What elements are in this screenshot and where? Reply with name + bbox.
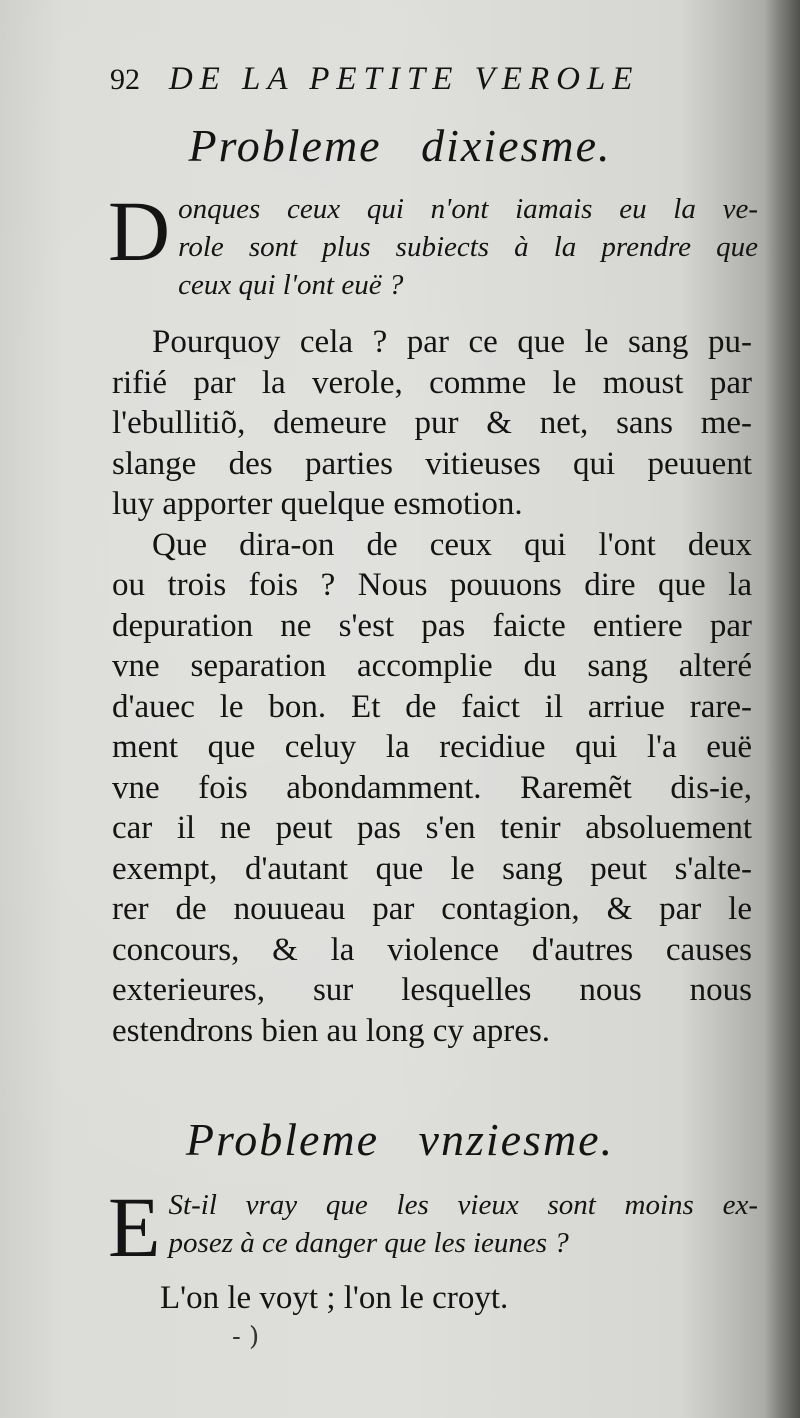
question-line: posez à ce danger que les ieunes ?	[168, 1227, 569, 1259]
page-gutter-shadow	[764, 0, 800, 1418]
text-line: vne fois abondamment. Raremẽt dis-ie,	[112, 769, 752, 806]
text-line: vne separation accomplie du sang alteré	[112, 648, 752, 684]
text-line: d'auec le bon. Et de faict il arriue rare-	[112, 688, 752, 725]
problem-10-dropcap: D	[108, 183, 171, 279]
question-line: ceux qui l'ont euë ?	[178, 269, 404, 301]
page-number: 92	[110, 63, 140, 96]
problem-11-title: Probleme vnziesme.	[185, 1114, 615, 1165]
text-line: ment que celuy la recidiue qui l'a euë	[112, 729, 752, 765]
footer-mark: - )	[232, 1322, 260, 1352]
question-line: onques ceux qui n'ont iamais eu la ve-	[178, 193, 758, 225]
text-line: l'ebullitiõ, demeure pur & net, sans me-	[112, 405, 752, 441]
problem-10-question	[108, 183, 758, 304]
text-line: depuration ne s'est pas faicte entiere par	[112, 607, 752, 644]
text-line: Que dira-on de ceux qui l'ont deux	[152, 526, 752, 563]
text-line: rifié par la verole, comme le moust par	[112, 364, 752, 401]
question-line: role sont plus subiects à la prendre que	[178, 231, 758, 263]
problem-11-question	[108, 1179, 758, 1275]
problem-10-title: Probleme dixiesme.	[188, 120, 612, 171]
running-title: DE LA PETITE VEROLE	[168, 61, 640, 97]
problem-11-dropcap: E	[108, 1179, 161, 1275]
text-line: concours, & la violence d'autres causes	[112, 931, 752, 968]
text-line: estendrons bien au long cy apres.	[112, 1012, 551, 1049]
text-line: slange des parties vitieuses qui peuuent	[112, 445, 752, 482]
problem-10-answer	[112, 322, 752, 1051]
text-line: rer de nouueau par contagion, & par le	[112, 891, 752, 927]
text-line: exterieures, sur lesquelles nous nous	[112, 972, 752, 1008]
text-line: exempt, d'autant que le sang peut s'alte-	[112, 850, 752, 887]
problem-11-answer: L'on le voyt ; l'on le croyt.	[160, 1280, 509, 1316]
text-line: Pourquoy cela ? par ce que le sang pu-	[152, 324, 752, 360]
text-line: ou trois fois ? Nous pouuons dire que la	[112, 567, 752, 603]
text-line: car il ne peut pas s'en tenir absoluement	[112, 810, 752, 846]
question-line: St-il vray que les vieux sont moins ex-	[168, 1189, 758, 1221]
running-header	[110, 58, 710, 98]
text-line: luy apporter quelque esmotion.	[112, 486, 523, 522]
